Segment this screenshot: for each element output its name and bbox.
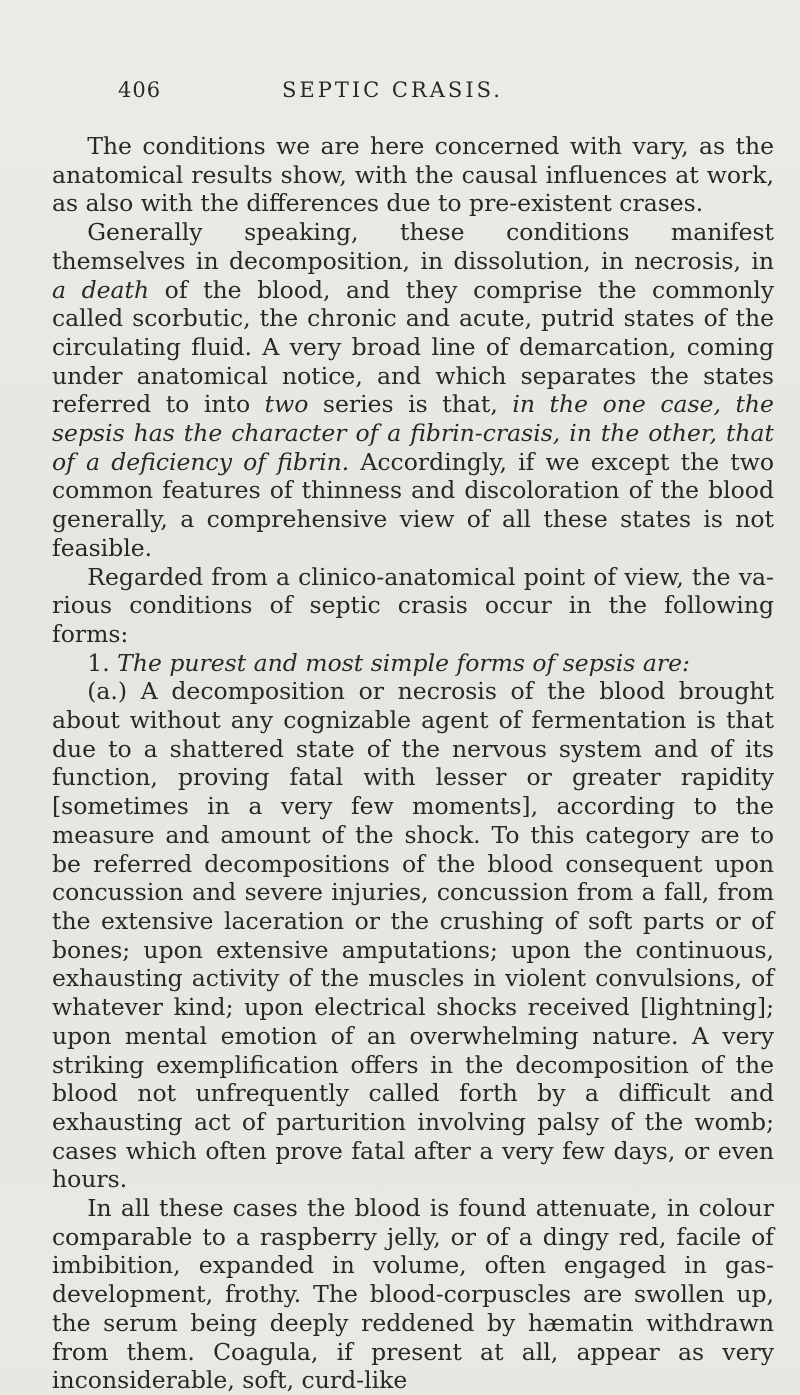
- text-run: of the blood, and they comprise the commonly called scorbutic, the chronic and acute, putrid states of the circulating fluid. A very broad line of demarcation, coming under anatomical notice, and which separates the states referred to into: [52, 275, 774, 419]
- paragraph: [52, 132, 774, 218]
- text-run: The conditions we are here concerned with vary, as the anatomical results show, with the causal influences at work, as also with the differences due to pre-existent crases.: [52, 132, 774, 218]
- italic-text: The purest and most simple forms of sepsis are:: [117, 648, 690, 677]
- running-head: [52, 78, 774, 118]
- italic-text: two: [264, 390, 309, 419]
- text-run: 1.: [87, 648, 118, 677]
- paragraph: [52, 649, 774, 678]
- text-run: In all these cases the blood is found attenuate, in colour comparable to a raspberry jelly, or of a dingy red, facile of imbibition, expanded in volume, often engaged in gas-development, frothy. The blood-corpuscles are swollen up, the serum being deeply reddened by hæmatin withdrawn from them. Coagula, if present at all, appear as very inconsiderable, soft, curd-like: [52, 1194, 774, 1395]
- text-run: Accordingly, if we except the two common features of thinness and discoloration of the blood generally, a comprehensive view of all these states is not feasible.: [52, 447, 774, 562]
- text-run: (a.) A decomposition or necrosis of the blood brought about without any cognizable agent of fermentation is that due to a shattered state of the nervous system and of its function, proving fatal with lesser or greater rapidity [sometimes in a very few moments], according to the measure and amount of the shock. To this category are to be referred decompositions of the blood consequent upon concussion and severe injuries, concussion from a fall, from the extensive laceration or the crushing of soft parts or of bones; upon extensive amputations; upon the continuous, exhausting activity of the muscles in violent convulsions, of whatever kind; upon electrical shocks received [lightning]; upon mental emotion of an overwhelming nature. A very striking exemplification offers in the decomposition of the blood not unfrequently called forth by a difficult and exhausting act of parturition involving palsy of the womb; cases which often prove fatal after a very few days, or even hours.: [52, 677, 774, 1194]
- text-run: Regarded from a clinico-anatomical point of view, the various conditions of septic crasis occur in the following forms:: [52, 562, 774, 648]
- italic-text: in the one case, the sepsis has the character of a fibrin-crasis, in the other, that of a deficiency of fibrin.: [52, 390, 774, 476]
- header-title: SEPTIC CRASIS.: [282, 78, 503, 102]
- paragraph: [52, 218, 774, 562]
- page-number: 406: [118, 78, 162, 102]
- body-text: [52, 132, 774, 1395]
- paragraph: [52, 1194, 774, 1395]
- text-run: Generally speaking, these conditions manifest themselves in decomposition, in dissolution, in necrosis, in: [52, 218, 774, 275]
- paragraph: [52, 563, 774, 649]
- paragraph: [52, 677, 774, 1194]
- text-run: series is that,: [308, 390, 513, 419]
- italic-text: a death: [52, 275, 150, 304]
